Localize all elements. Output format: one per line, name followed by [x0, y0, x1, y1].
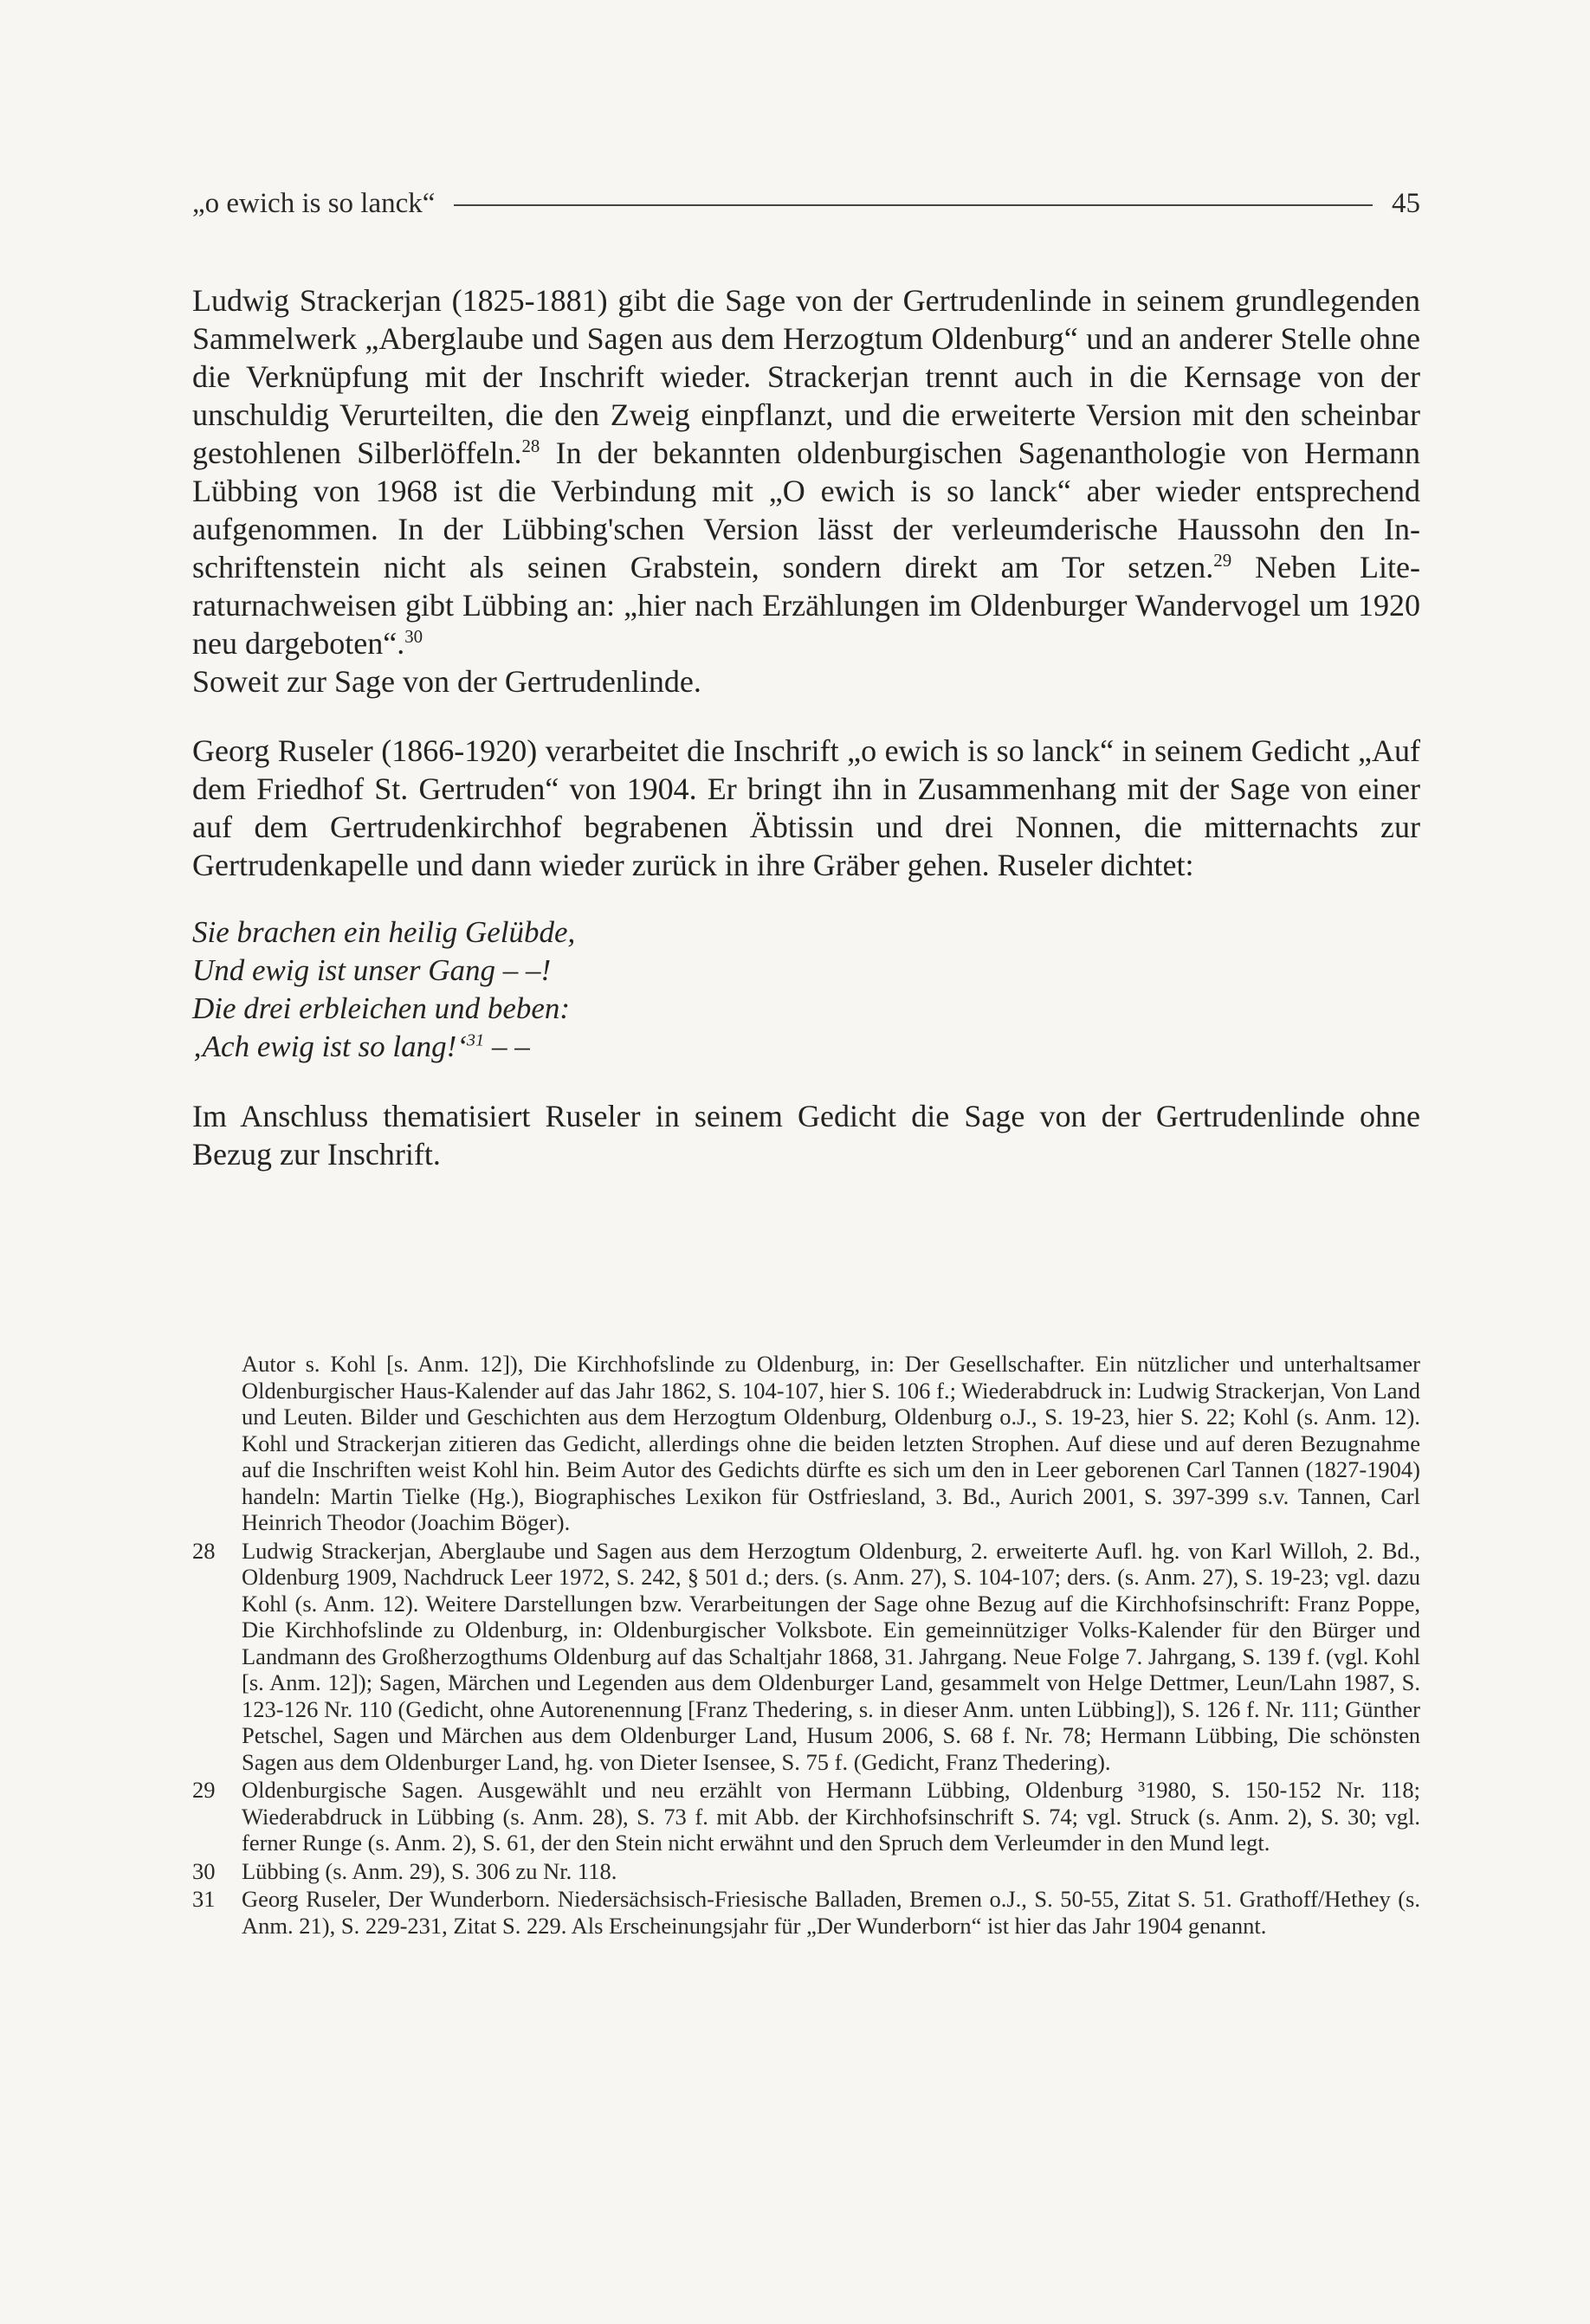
footnote-30: [192, 1858, 1420, 1885]
paragraph-text: In der bekannten oldenburgischen Sagenanthologie von Hermann Lübbing von 1968 ist die Verbindung mit „O ewich is so lanck“ aber wieder entsprechend aufgenommen. In der Lübbing'schen Version lässt der verleumderische Haussohn den Inschriftenstein nicht als seinen Grabstein, sondern direkt am Tor setzen.: [192, 436, 1420, 584]
footnote-number: 29: [192, 1777, 216, 1803]
footnote-number: 28: [192, 1537, 216, 1564]
poem-line-4: [192, 1028, 1420, 1066]
footnote-text: Oldenburgische Sagen. Ausgewählt und neu erzählt von Hermann Lübbing, Oldenburg ³1980, S. 150-152 Nr. 118; Wiederabdruck in Lübbing (s. Anm. 28), S. 73 f. mit Abb. der Kirchhofsinschrift S. 74; vgl. Struck (s. Anm. 2), S. 30; vgl. ferner Runge (s. Anm. 2), S. 61, der den Stein nicht erwähnt und den Spruch dem Verleumder in den Mund legt.: [242, 1777, 1420, 1856]
page-number: 45: [1392, 187, 1420, 219]
paragraph-anschluss: Im Anschluss thematisiert Ruseler in seinem Gedicht die Sage von der Gertrudenlinde ohne Bezug zur Inschrift.: [192, 1099, 1420, 1172]
footnote-text: Lübbing (s. Anm. 29), S. 306 zu Nr. 118.: [242, 1857, 617, 1884]
running-title: „o ewich is so lanck“: [192, 187, 436, 219]
poem-line-3: Die drei erbleichen und beben:: [192, 991, 571, 1025]
paragraph-ruseler: Georg Ruseler (1866-1920) verarbeitet die Inschrift „o ewich is so lanck“ in seinem Gedicht „Auf dem Friedhof St. Gertruden“ von 1904. Er bringt ihn in Zusammenhang mit der Sage von einer auf dem Gertrudenkirchhof begrabenen Äbtissin und drei Nonnen, die mitternachts zur Gertrudenkapelle und dann wieder zurück in ihre Gräber gehen. Ruseler dichtet:: [192, 733, 1420, 882]
poem-line-4-text: ‚Ach ewig ist so lang!‘: [192, 1030, 467, 1063]
footnote-text: Georg Ruseler, Der Wunderborn. Niedersächsisch-Friesische Balladen, Bremen o.J., S. 50-55, Zitat S. 51. Grathoff/Hethey (s. Anm. 21), S. 229-231, Zitat S. 229. Als Erscheinungsjahr für „Der Wunderborn“ ist hier das Jahr 1904 genannt.: [242, 1886, 1420, 1939]
main-text: [192, 281, 1420, 1173]
poem-line-1: Sie brachen ein heilig Gelübde,: [192, 915, 576, 949]
footnote-ref-30[interactable]: 30: [404, 626, 423, 647]
footnote-text: Autor s. Kohl [s. Anm. 12]), Die Kirchhofslinde zu Oldenburg, in: Der Gesellschafter. Ein nützlicher und unterhaltsamer Oldenburgischer Haus-Kalender auf das Jahr 1862, S. 104-107, hier S. 106 f.; Wiederabdruck in: Ludwig Strackerjan, Von Land und Leuten. Bilder und Geschichten aus dem Herzogtum Oldenburg, Oldenburg o.J., S. 19-23, hier S. 22; Kohl (s. Anm. 12). Kohl und Strackerjan zitieren das Gedicht, allerdings ohne die beiden letzten Strophen. Auf diese und auf deren Bezugnahme auf die Inschriften weist Kohl hin. Beim Autor des Gedichts dürfte es sich um den in Leer geborenen Carl Tannen (1827-1904) handeln: Martin Tielke (Hg.), Biographisches Lexikon für Ostfriesland, 3. Bd., Aurich 2001, S. 397-399 s.v. Tannen, Carl Heinrich Theodor (Joachim Böger).: [242, 1351, 1420, 1535]
paragraph-strackerjan: [192, 281, 1420, 662]
footnote-ref-31[interactable]: 31: [466, 1030, 485, 1050]
footnote-31: [192, 1886, 1420, 1939]
poem-quote: [192, 913, 1420, 1066]
paragraph-text: Ludwig Strackerjan (1825-1881) gibt die Sage von der Gertrudenlinde in seinem grundlegenden Sammelwerk „Aberglaube und Sagen aus dem Herzogtum Oldenburg“ und an anderer Stelle ohne die Verknüpfung mit der Inschrift wieder. Strackerjan trennt auch in die Kernsage von der unschuldig Verurteilten, die den Zweig einpflanzt, und die erweiterte Version mit den scheinbar gestohlenen Silberlöffeln.: [192, 283, 1420, 470]
poem-line-2: Und ewig ist unser Gang – –!: [192, 953, 552, 987]
footnote-text: Ludwig Strackerjan, Aberglaube und Sagen aus dem Herzogtum Oldenburg, 2. erweiterte Aufl. hg. von Karl Willoh, 2. Bd., Oldenburg 1909, Nachdruck Leer 1972, S. 242, § 501 d.; ders. (s. Anm. 27), S. 104-107; ders. (s. Anm. 27), S. 19-23; vgl. dazu Kohl (s. Anm. 12). Weitere Darstellungen bzw. Verarbeitungen der Sage ohne Bezug auf die Kirchhofsinschrift: Franz Poppe, Die Kirchhofslinde zu Oldenburg, in: Oldenburgischer Volksbote. Ein gemeinnütziger Volks-Kalender für den Bürger und Landmann des Großherzogthums Oldenburg auf das Schaltjahr 1868, 31. Jahrgang. Neue Folge 7. Jahrgang, S. 139 f. (vgl. Kohl [s. Anm. 12]); Sagen, Märchen und Legenden aus dem Oldenburger Land, gesammelt von Helge Dettmer, Leun/Lahn 1987, S. 123-126 Nr. 110 (Gedicht, ohne Autorenennung [Franz Thedering, s. in dieser Anm. unten Lübbing]), S. 126 f. Nr. 111; Günther Petschel, Sagen und Märchen aus dem Oldenburger Land, Husum 2006, S. 68 f. Nr. 78; Hermann Lübbing, Die schönsten Sagen aus dem Oldenburger Land, hg. von Dieter Isensee, S. 75 f. (Gedicht, Franz Thedering).: [242, 1537, 1420, 1775]
footnote-28: [192, 1538, 1420, 1776]
poem-line-4-dashes: – –: [484, 1030, 530, 1063]
footnote-number: 30: [192, 1857, 216, 1884]
footnote-29: [192, 1777, 1420, 1856]
footnote-ref-29[interactable]: 29: [1213, 550, 1232, 571]
paragraph-soweit: Soweit zur Sage von der Gertrudenlinde.: [192, 664, 701, 699]
header-rule: [454, 204, 1373, 206]
running-header: [192, 182, 1420, 225]
footnote-continuation: [192, 1351, 1420, 1536]
footnote-ref-28[interactable]: 28: [521, 436, 540, 456]
paragraph-text: Neben Literaturnachweisen gibt Lübbing an: „hier nach Erzählungen im Oldenburger Wandervogel um 1920 neu dargeboten“.: [192, 550, 1420, 661]
footnote-number: 31: [192, 1886, 216, 1912]
footnotes: [192, 1351, 1420, 1940]
